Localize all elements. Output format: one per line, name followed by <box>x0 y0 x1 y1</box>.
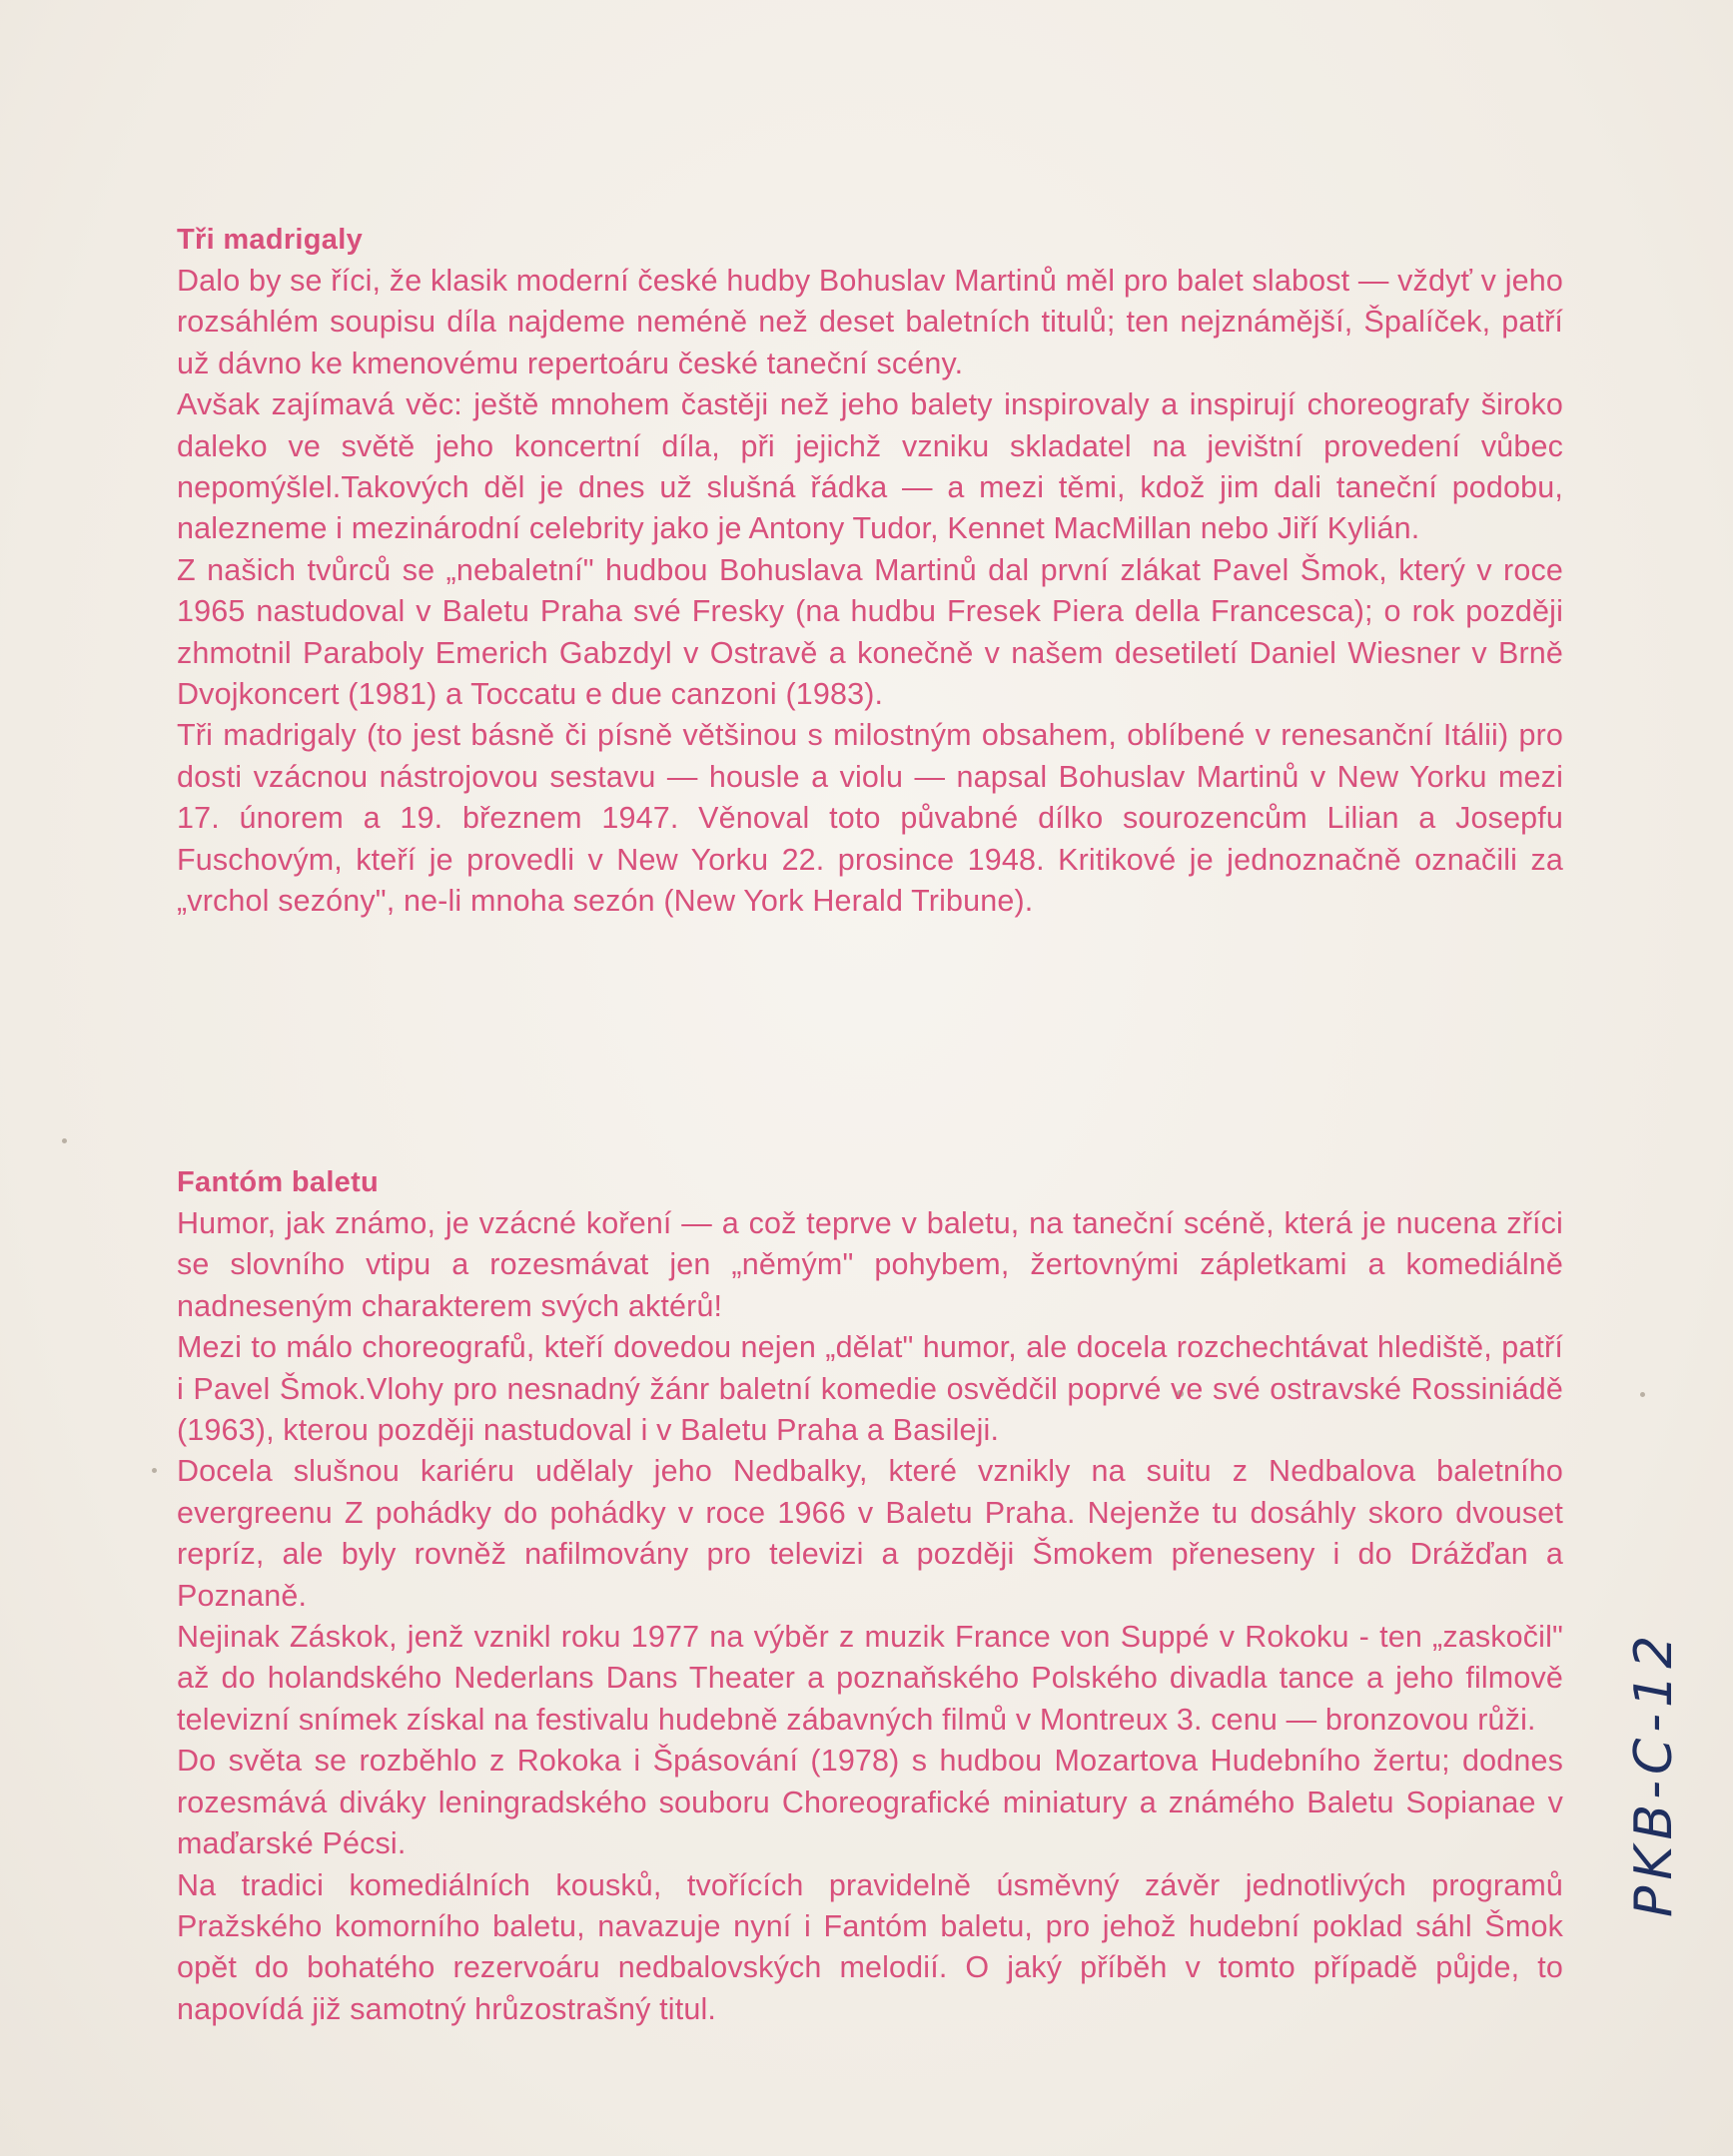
paragraph: Tři madrigaly (to jest básně či písně většinou s milostným obsahem, oblíbené v renesanční Itálii) pro dosti vzácnou nástrojovou sestavu — housle a violu — napsal Bohuslav Martinů v New Yorku mezi 17. únorem a 19. březnem 1947. Věnoval toto půvabné dílko sourozencům Lilian a Josepfu Fuschovým, kteří je provedli v New Yorku 22. prosince 1948. Kritikové je jednoznačně označili za „vrchol sezóny", ne-li mnoha sezón (New York Herald Tribune). <box>177 718 1563 919</box>
paragraph: Do světa se rozběhlo z Rokoka i Špásování (1978) s hudbou Mozartova Hudebního žertu; dodnes rozesmává diváky leningradského souboru Choreografické miniatury a známého Baletu Sopianae v maďarské Pécsi. <box>177 1744 1563 1861</box>
paragraph: Humor, jak známo, je vzácné koření — a což teprve v baletu, na taneční scéně, která je nucena zříci se slovního vtipu a rozesmávat jen „němým" pohybem, žertovnými zápletkami a komediálně nadneseným charakterem svých aktérů! <box>177 1206 1563 1323</box>
paragraph: Z našich tvůrců se „nebaletní" hudbou Bohuslava Martinů dal první zlákat Pavel Šmok, který v roce 1965 nastudoval v Baletu Praha své Fresky (na hudbu Fresek Piera della Francesca); o rok později zhmotnil Paraboly Emerich Gabzdyl v Ostravě a konečně v našem desetiletí Daniel Wiesner v Brně Dvojkoncert (1981) a Toccatu e due canzoni (1983). <box>177 552 1563 712</box>
section-tri-madrigaly <box>177 219 1563 923</box>
paper-speck <box>1640 1392 1645 1397</box>
paragraph: Mezi to málo choreografů, kteří dovedou nejen „dělat" humor, ale docela rozchechtávat hlediště, patří i Pavel Šmok.Vlohy pro nesnadný žánr baletní komedie osvědčil poprvé ve své ostravské Rossiniádě (1963), kterou později nastudoval i v Baletu Praha a Basileji. <box>177 1330 1563 1448</box>
paper-speck <box>62 1138 67 1143</box>
archive-stamp: PKB-C-12 <box>1624 1629 1684 1917</box>
paragraph: Dalo by se říci, že klasik moderní české hudby Bohuslav Martinů měl pro balet slabost — vždyť v jeho rozsáhlém soupisu díla najdeme neméně než deset baletních titulů; ten nejznámější, Špalíček, patří už dávno ke kmenovému repertoáru české taneční scény. <box>177 264 1563 380</box>
paragraph: Nejinak Záskok, jenž vznikl roku 1977 na výběr z muzik France von Suppé v Rokoku - ten „zaskočil" až do holandského Nederlans Dans Theater a poznaňského Polského divadla tance a jeho filmově televizní snímek získal na festivalu hudebně zábavných filmů v Montreux 3. cenu — bronzovou růži. <box>177 1620 1563 1737</box>
paragraph: Docela slušnou kariéru udělaly jeho Nedbalky, které vznikly na suitu z Nedbalova baletního evergreenu Z pohádky do pohádky v roce 1966 v Baletu Praha. Nejenže tu dosáhly skoro dvouset repríz, ale byly rovněž nafilmovány pro televizi a později Šmokem přeneseny i do Drážďan a Poznaně. <box>177 1454 1563 1613</box>
paragraph: Avšak zajímavá věc: ještě mnohem častěji než jeho balety inspirovaly a inspirují choreografy široko daleko ve světě jeho koncertní díla, při jejichž vzniku skladatel na jevištní provedení vůbec nepomýšlel.Takových děl je dnes už slušná řádka — a mezi těmi, kdož jim dali taneční podobu, nalezneme i mezinárodní celebrity jako je Antony Tudor, Kennet MacMillan nebo Jiří Kylián. <box>177 387 1563 546</box>
section-fantom-baletu <box>177 1161 1563 2030</box>
section-heading: Fantóm baletu <box>177 1166 380 1198</box>
paper-speck <box>152 1468 157 1473</box>
section-heading: Tři madrigaly <box>177 224 364 256</box>
paragraph: Na tradici komediálních kousků, tvořících pravidelně úsměvný závěr jednotlivých programů Pražského komorního baletu, navazuje nyní i Fantóm baletu, pro jehož hudební poklad sáhl Šmok opět do bohatého rezervoáru nedbalovských melodií. O jaký příběh v tomto případě půjde, to napovídá již samotný hrůzostrašný titul. <box>177 1867 1563 2026</box>
